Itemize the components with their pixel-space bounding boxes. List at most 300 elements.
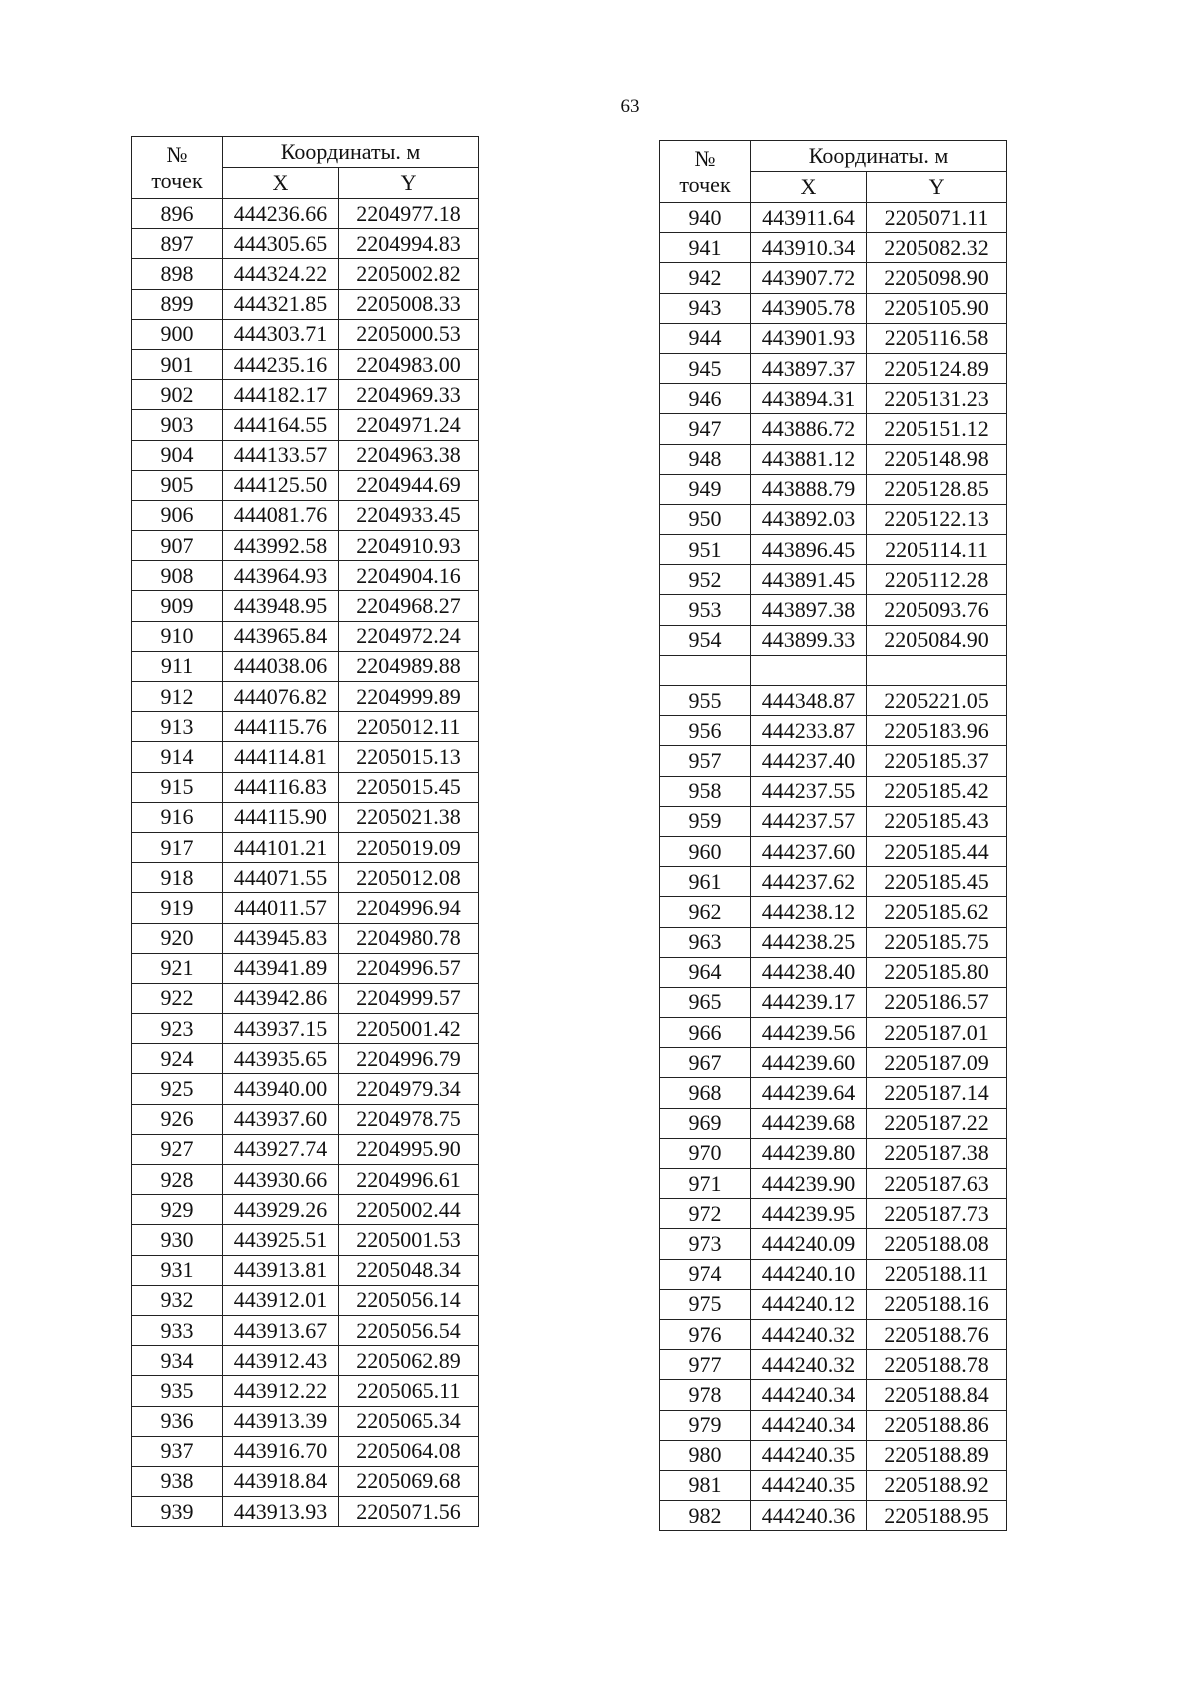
- table-row: [660, 474, 1007, 504]
- x-coordinate-cell: 444101.21: [223, 832, 339, 862]
- y-coordinate-cell: 2205048.34: [339, 1255, 479, 1285]
- y-coordinate-cell: 2205002.82: [339, 259, 479, 289]
- point-number-cell: 969: [660, 1108, 751, 1138]
- x-coordinate-cell: 443910.34: [751, 233, 867, 263]
- y-coordinate-cell: 2205001.53: [339, 1225, 479, 1255]
- point-number-cell: 958: [660, 776, 751, 806]
- x-coordinate-cell: [751, 655, 867, 685]
- x-coordinate-cell: 443888.79: [751, 474, 867, 504]
- y-coordinate-cell: 2205131.23: [867, 384, 1007, 414]
- point-number-cell: 966: [660, 1018, 751, 1048]
- x-coordinate-cell: 443891.45: [751, 565, 867, 595]
- y-coordinate-cell: 2205188.92: [867, 1470, 1007, 1500]
- y-coordinate-cell: 2204999.89: [339, 682, 479, 712]
- x-coordinate-cell: 444233.87: [751, 716, 867, 746]
- table-row: [660, 1350, 1007, 1380]
- y-coordinate-cell: 2205056.54: [339, 1315, 479, 1345]
- table-row: [132, 893, 479, 923]
- point-number-cell: 918: [132, 863, 223, 893]
- x-coordinate-cell: 444237.55: [751, 776, 867, 806]
- y-coordinate-cell: 2205015.45: [339, 772, 479, 802]
- point-number-cell: 928: [132, 1165, 223, 1195]
- y-coordinate-cell: 2205021.38: [339, 802, 479, 832]
- point-number-cell: 915: [132, 772, 223, 802]
- x-coordinate-cell: 443918.84: [223, 1466, 339, 1496]
- table-row: [132, 1436, 479, 1466]
- point-number-cell: 944: [660, 323, 751, 353]
- x-coordinate-cell: 443942.86: [223, 983, 339, 1013]
- x-coordinate-cell: 444071.55: [223, 863, 339, 893]
- table-row: [132, 229, 479, 259]
- point-number-cell: 948: [660, 444, 751, 474]
- point-number-cell: 903: [132, 410, 223, 440]
- table-row: [132, 1285, 479, 1315]
- point-number-cell: 940: [660, 203, 751, 233]
- y-coordinate-cell: 2204971.24: [339, 410, 479, 440]
- table-row: [660, 746, 1007, 776]
- y-coordinate-cell: 2204996.61: [339, 1165, 479, 1195]
- x-coordinate-cell: 444240.36: [751, 1501, 867, 1531]
- x-coordinate-cell: 443913.93: [223, 1497, 339, 1527]
- y-coordinate-cell: 2205019.09: [339, 832, 479, 862]
- point-number-header: [132, 137, 223, 199]
- point-number-cell: 950: [660, 504, 751, 534]
- y-coordinate-cell: 2205082.32: [867, 233, 1007, 263]
- y-coordinate-cell: 2205105.90: [867, 293, 1007, 323]
- table-row: [660, 1259, 1007, 1289]
- y-coordinate-cell: 2205187.38: [867, 1138, 1007, 1168]
- y-coordinate-cell: 2205128.85: [867, 474, 1007, 504]
- x-coordinate-cell: 444240.35: [751, 1470, 867, 1500]
- x-coordinate-cell: 443912.22: [223, 1376, 339, 1406]
- point-number-cell: 982: [660, 1501, 751, 1531]
- y-coordinate-cell: 2205114.11: [867, 535, 1007, 565]
- x-coordinate-cell: 443930.66: [223, 1165, 339, 1195]
- y-coordinate-cell: 2205187.22: [867, 1108, 1007, 1138]
- table-row: [132, 1074, 479, 1104]
- y-coordinate-cell: 2205185.37: [867, 746, 1007, 776]
- y-coordinate-cell: 2205188.76: [867, 1319, 1007, 1349]
- point-number-cell: 899: [132, 289, 223, 319]
- point-number-cell: 901: [132, 349, 223, 379]
- y-coordinate-cell: 2205187.63: [867, 1169, 1007, 1199]
- table-row: [132, 289, 479, 319]
- y-coordinate-cell: 2205185.62: [867, 897, 1007, 927]
- y-coordinate-cell: 2205065.34: [339, 1406, 479, 1436]
- y-coordinate-cell: 2205008.33: [339, 289, 479, 319]
- point-number-cell: 979: [660, 1410, 751, 1440]
- x-coordinate-cell: 444115.90: [223, 802, 339, 832]
- table-row: [660, 293, 1007, 323]
- table-row: [660, 655, 1007, 685]
- point-number-cell: 946: [660, 384, 751, 414]
- y-header: Y: [867, 172, 1007, 203]
- point-number-cell: 978: [660, 1380, 751, 1410]
- y-coordinate-cell: 2204995.90: [339, 1134, 479, 1164]
- point-number-cell: 981: [660, 1470, 751, 1500]
- table-row: [660, 1380, 1007, 1410]
- table-row: [660, 1199, 1007, 1229]
- table-row: [660, 323, 1007, 353]
- table-row: [132, 1104, 479, 1134]
- y-coordinate-cell: 2205151.12: [867, 414, 1007, 444]
- table-row: [132, 1466, 479, 1496]
- x-coordinate-cell: 444239.17: [751, 987, 867, 1017]
- table-row: [660, 897, 1007, 927]
- x-header: X: [751, 172, 867, 203]
- x-coordinate-cell: 443907.72: [751, 263, 867, 293]
- x-coordinate-cell: 444237.62: [751, 867, 867, 897]
- table-row: [132, 561, 479, 591]
- x-coordinate-cell: 444164.55: [223, 410, 339, 440]
- x-coordinate-cell: 444133.57: [223, 440, 339, 470]
- table-row: [132, 712, 479, 742]
- table-row: [660, 1048, 1007, 1078]
- point-number-cell: 956: [660, 716, 751, 746]
- table-row: [132, 1044, 479, 1074]
- table-row: [132, 1346, 479, 1376]
- table-row: [660, 1501, 1007, 1531]
- y-coordinate-cell: 2205185.80: [867, 957, 1007, 987]
- y-coordinate-cell: 2204963.38: [339, 440, 479, 470]
- y-coordinate-cell: 2205185.45: [867, 867, 1007, 897]
- y-coordinate-cell: 2205187.09: [867, 1048, 1007, 1078]
- point-number-cell: 943: [660, 293, 751, 323]
- table-row: [660, 203, 1007, 233]
- point-number-cell: 971: [660, 1169, 751, 1199]
- table-row: [132, 682, 479, 712]
- x-coordinate-cell: 444238.40: [751, 957, 867, 987]
- table-row: [132, 1195, 479, 1225]
- y-coordinate-cell: 2205188.16: [867, 1289, 1007, 1319]
- point-number-cell: 964: [660, 957, 751, 987]
- point-number-cell: 972: [660, 1199, 751, 1229]
- point-number-cell: 927: [132, 1134, 223, 1164]
- x-coordinate-cell: 444303.71: [223, 319, 339, 349]
- point-number-cell: 914: [132, 742, 223, 772]
- table-row: [660, 565, 1007, 595]
- table-row: [132, 1255, 479, 1285]
- point-number-cell: 896: [132, 199, 223, 229]
- y-coordinate-cell: 2205188.84: [867, 1380, 1007, 1410]
- table-row: [132, 863, 479, 893]
- table-row: [660, 263, 1007, 293]
- point-number-cell: 967: [660, 1048, 751, 1078]
- point-number-cell: 900: [132, 319, 223, 349]
- point-number-cell: 942: [660, 263, 751, 293]
- table-row: [132, 742, 479, 772]
- table-row: [660, 414, 1007, 444]
- point-number-cell: 968: [660, 1078, 751, 1108]
- coordinates-table-left: [131, 136, 479, 1527]
- point-number-cell: 937: [132, 1436, 223, 1466]
- point-number-cell: 922: [132, 983, 223, 1013]
- point-number-cell: 910: [132, 621, 223, 651]
- x-coordinate-cell: 444238.12: [751, 897, 867, 927]
- y-coordinate-cell: 2205187.01: [867, 1018, 1007, 1048]
- point-number-cell: 917: [132, 832, 223, 862]
- number-sign: №: [694, 145, 716, 171]
- y-coordinate-cell: 2204980.78: [339, 923, 479, 953]
- x-coordinate-cell: 443901.93: [751, 323, 867, 353]
- points-label: точек: [679, 171, 731, 197]
- table-row: [660, 987, 1007, 1017]
- point-number-cell: 935: [132, 1376, 223, 1406]
- point-number-cell: 941: [660, 233, 751, 263]
- point-number-cell: 959: [660, 806, 751, 836]
- x-coordinate-cell: 444236.66: [223, 199, 339, 229]
- y-coordinate-cell: 2204944.69: [339, 470, 479, 500]
- point-number-cell: 934: [132, 1346, 223, 1376]
- x-coordinate-cell: 444239.80: [751, 1138, 867, 1168]
- y-coordinate-cell: 2205148.98: [867, 444, 1007, 474]
- x-coordinate-cell: 443886.72: [751, 414, 867, 444]
- point-number-cell: 908: [132, 561, 223, 591]
- point-number-cell: 957: [660, 746, 751, 776]
- y-coordinate-cell: 2205071.56: [339, 1497, 479, 1527]
- point-number-cell: 921: [132, 953, 223, 983]
- x-coordinate-cell: 444116.83: [223, 772, 339, 802]
- table-row: [660, 1229, 1007, 1259]
- y-coordinate-cell: 2205188.89: [867, 1440, 1007, 1470]
- point-number-cell: 925: [132, 1074, 223, 1104]
- table-row: [132, 1225, 479, 1255]
- point-number-cell: 961: [660, 867, 751, 897]
- x-coordinate-cell: 443892.03: [751, 504, 867, 534]
- point-number-cell: 952: [660, 565, 751, 595]
- x-coordinate-cell: 443937.60: [223, 1104, 339, 1134]
- y-coordinate-cell: 2205116.58: [867, 323, 1007, 353]
- x-coordinate-cell: 443935.65: [223, 1044, 339, 1074]
- y-header: Y: [339, 168, 479, 199]
- table-row: [132, 410, 479, 440]
- x-coordinate-cell: 444235.16: [223, 349, 339, 379]
- point-number-cell: 970: [660, 1138, 751, 1168]
- x-coordinate-cell: 443925.51: [223, 1225, 339, 1255]
- point-number-cell: 963: [660, 927, 751, 957]
- point-number-cell: 953: [660, 595, 751, 625]
- y-coordinate-cell: 2204972.24: [339, 621, 479, 651]
- y-coordinate-cell: 2205122.13: [867, 504, 1007, 534]
- x-coordinate-cell: 443964.93: [223, 561, 339, 591]
- x-coordinate-cell: 443897.38: [751, 595, 867, 625]
- x-coordinate-cell: 444324.22: [223, 259, 339, 289]
- y-coordinate-cell: 2204999.57: [339, 983, 479, 1013]
- table-row: [132, 319, 479, 349]
- point-number-cell: 962: [660, 897, 751, 927]
- table-row: [660, 686, 1007, 716]
- x-coordinate-cell: 443911.64: [751, 203, 867, 233]
- x-coordinate-cell: 444239.56: [751, 1018, 867, 1048]
- x-coordinate-cell: 444240.10: [751, 1259, 867, 1289]
- x-coordinate-cell: 443940.00: [223, 1074, 339, 1104]
- x-coordinate-cell: 443896.45: [751, 535, 867, 565]
- table-row: [132, 1376, 479, 1406]
- y-coordinate-cell: 2205185.44: [867, 836, 1007, 866]
- x-coordinate-cell: 444240.12: [751, 1289, 867, 1319]
- x-coordinate-cell: 444237.60: [751, 836, 867, 866]
- point-number-cell: 929: [132, 1195, 223, 1225]
- x-coordinate-cell: 444115.76: [223, 712, 339, 742]
- y-coordinate-cell: 2204904.16: [339, 561, 479, 591]
- table-row: [660, 1018, 1007, 1048]
- y-coordinate-cell: 2205112.28: [867, 565, 1007, 595]
- point-number-cell: 951: [660, 535, 751, 565]
- y-coordinate-cell: 2205093.76: [867, 595, 1007, 625]
- point-number-cell: 932: [132, 1285, 223, 1315]
- table-row: [660, 1410, 1007, 1440]
- x-coordinate-cell: 444114.81: [223, 742, 339, 772]
- x-coordinate-cell: 443929.26: [223, 1195, 339, 1225]
- table-row: [132, 500, 479, 530]
- table-row: [660, 1078, 1007, 1108]
- y-coordinate-cell: 2205186.57: [867, 987, 1007, 1017]
- point-number-cell: 933: [132, 1315, 223, 1345]
- y-coordinate-cell: 2204989.88: [339, 651, 479, 681]
- table-row: [132, 591, 479, 621]
- table-row: [660, 233, 1007, 263]
- x-coordinate-cell: 444239.95: [751, 1199, 867, 1229]
- x-coordinate-cell: 444239.90: [751, 1169, 867, 1199]
- table-row: [132, 1014, 479, 1044]
- y-coordinate-cell: 2205056.14: [339, 1285, 479, 1315]
- point-number-cell: 906: [132, 500, 223, 530]
- x-coordinate-cell: 444182.17: [223, 380, 339, 410]
- table-row: [660, 595, 1007, 625]
- point-number-cell: 977: [660, 1350, 751, 1380]
- point-number-cell: 973: [660, 1229, 751, 1259]
- y-coordinate-cell: 2205188.08: [867, 1229, 1007, 1259]
- table-row: [660, 776, 1007, 806]
- y-coordinate-cell: [867, 655, 1007, 685]
- x-coordinate-cell: 443941.89: [223, 953, 339, 983]
- table-row: [660, 444, 1007, 474]
- y-coordinate-cell: 2205188.86: [867, 1410, 1007, 1440]
- x-coordinate-cell: 443992.58: [223, 531, 339, 561]
- y-coordinate-cell: 2205012.08: [339, 863, 479, 893]
- x-coordinate-cell: 444125.50: [223, 470, 339, 500]
- table-row: [660, 836, 1007, 866]
- point-number-cell: 955: [660, 686, 751, 716]
- number-sign: №: [166, 141, 188, 167]
- table-row: [660, 1470, 1007, 1500]
- table-row: [660, 1169, 1007, 1199]
- x-coordinate-cell: 443945.83: [223, 923, 339, 953]
- x-coordinate-cell: 443948.95: [223, 591, 339, 621]
- x-coordinate-cell: 443905.78: [751, 293, 867, 323]
- point-number-cell: 916: [132, 802, 223, 832]
- point-number-cell: 926: [132, 1104, 223, 1134]
- table-row: [660, 1289, 1007, 1319]
- point-number-cell: 911: [132, 651, 223, 681]
- x-coordinate-cell: 444237.40: [751, 746, 867, 776]
- x-coordinate-cell: 444081.76: [223, 500, 339, 530]
- table-row: [132, 621, 479, 651]
- point-number-cell: 913: [132, 712, 223, 742]
- x-coordinate-cell: 444240.32: [751, 1350, 867, 1380]
- x-coordinate-cell: 444240.35: [751, 1440, 867, 1470]
- x-coordinate-cell: 444305.65: [223, 229, 339, 259]
- x-coordinate-cell: 443912.01: [223, 1285, 339, 1315]
- point-number-cell: 897: [132, 229, 223, 259]
- table-row: [660, 927, 1007, 957]
- point-number-cell: 898: [132, 259, 223, 289]
- table-row: [660, 625, 1007, 655]
- y-coordinate-cell: 2205185.42: [867, 776, 1007, 806]
- x-coordinate-cell: 444238.25: [751, 927, 867, 957]
- y-coordinate-cell: 2205188.11: [867, 1259, 1007, 1289]
- point-number-cell: 904: [132, 440, 223, 470]
- table-row: [660, 535, 1007, 565]
- y-coordinate-cell: 2204933.45: [339, 500, 479, 530]
- point-number-cell: 920: [132, 923, 223, 953]
- table-row: [132, 440, 479, 470]
- y-coordinate-cell: 2205185.75: [867, 927, 1007, 957]
- table-row: [132, 1165, 479, 1195]
- point-number-cell: 902: [132, 380, 223, 410]
- x-header: X: [223, 168, 339, 199]
- y-coordinate-cell: 2205062.89: [339, 1346, 479, 1376]
- x-coordinate-cell: 444239.68: [751, 1108, 867, 1138]
- coordinates-header: Координаты. м: [223, 137, 479, 168]
- table-row: [660, 1319, 1007, 1349]
- point-number-cell: 939: [132, 1497, 223, 1527]
- point-number-cell: 965: [660, 987, 751, 1017]
- table-row: [132, 199, 479, 229]
- table-row: [132, 470, 479, 500]
- page-number: 63: [620, 96, 640, 117]
- y-coordinate-cell: 2204979.34: [339, 1074, 479, 1104]
- x-coordinate-cell: 443899.33: [751, 625, 867, 655]
- y-coordinate-cell: 2205002.44: [339, 1195, 479, 1225]
- x-coordinate-cell: 443894.31: [751, 384, 867, 414]
- y-coordinate-cell: 2205065.11: [339, 1376, 479, 1406]
- y-coordinate-cell: 2205000.53: [339, 319, 479, 349]
- x-coordinate-cell: 444076.82: [223, 682, 339, 712]
- points-label: точек: [151, 167, 203, 193]
- y-coordinate-cell: 2205124.89: [867, 353, 1007, 383]
- point-number-cell: 909: [132, 591, 223, 621]
- point-number-cell: 907: [132, 531, 223, 561]
- table-row: [132, 953, 479, 983]
- x-coordinate-cell: 443913.81: [223, 1255, 339, 1285]
- table-row: [132, 802, 479, 832]
- table-row: [660, 384, 1007, 414]
- table-row: [132, 380, 479, 410]
- x-coordinate-cell: 443912.43: [223, 1346, 339, 1376]
- x-coordinate-cell: 443965.84: [223, 621, 339, 651]
- table-row: [660, 806, 1007, 836]
- y-coordinate-cell: 2205188.95: [867, 1501, 1007, 1531]
- table-row: [132, 651, 479, 681]
- x-coordinate-cell: 444240.32: [751, 1319, 867, 1349]
- y-coordinate-cell: 2205183.96: [867, 716, 1007, 746]
- y-coordinate-cell: 2205185.43: [867, 806, 1007, 836]
- table-row: [132, 1134, 479, 1164]
- x-coordinate-cell: 444240.09: [751, 1229, 867, 1259]
- x-coordinate-cell: 444240.34: [751, 1410, 867, 1440]
- table-row: [132, 1406, 479, 1436]
- y-coordinate-cell: 2204977.18: [339, 199, 479, 229]
- point-number-cell: 924: [132, 1044, 223, 1074]
- x-coordinate-cell: 443916.70: [223, 1436, 339, 1466]
- table-row: [660, 716, 1007, 746]
- point-number-cell: 923: [132, 1014, 223, 1044]
- y-coordinate-cell: 2205001.42: [339, 1014, 479, 1044]
- y-coordinate-cell: 2205098.90: [867, 263, 1007, 293]
- y-coordinate-cell: 2204969.33: [339, 380, 479, 410]
- y-coordinate-cell: 2204996.57: [339, 953, 479, 983]
